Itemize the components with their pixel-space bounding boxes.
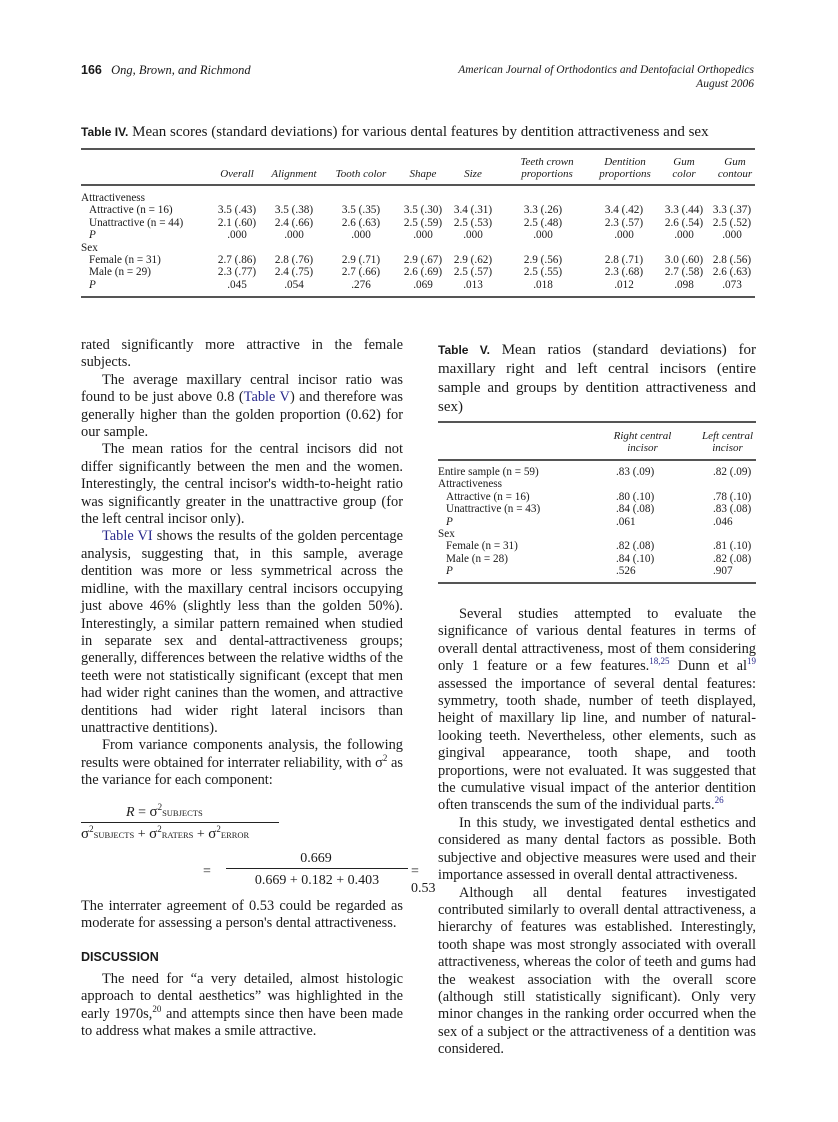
cell: 2.9 (.62)	[453, 254, 493, 267]
equation-result: = 0.53	[411, 863, 436, 896]
running-header-right	[458, 63, 754, 91]
cell: .907	[713, 565, 733, 578]
table-row	[438, 466, 756, 478]
cell: .013	[463, 278, 483, 291]
paragraph: The average maxillary central incisor ratio was found to be just above 0.8 (Table V) and therefore was generally higher than the golden proportion (0.62) for our sample.	[81, 371, 403, 441]
table-v-caption-text: Mean ratios (standard deviations) for maxillary right and left central incisors (entire sample and groups by dentition attractiveness and sex)	[438, 342, 757, 415]
cell: .81 (.10)	[713, 540, 752, 553]
cell: 3.5 (.43)	[217, 204, 257, 217]
cell: 2.6 (.54)	[664, 216, 704, 229]
table-row	[81, 204, 755, 216]
table-row	[438, 516, 756, 528]
cell: 2.7 (.58)	[664, 266, 704, 279]
cell: 3.3 (.26)	[523, 204, 563, 217]
cell: 2.6 (.63)	[712, 266, 752, 279]
cell: 2.7 (.86)	[217, 254, 257, 267]
column-header: Shape	[409, 168, 437, 180]
cell: 3.0 (.60)	[664, 254, 704, 267]
cell: .046	[713, 515, 733, 528]
table-v-grid	[438, 423, 756, 582]
cell: 2.9 (.67)	[403, 254, 443, 267]
table-v-header-row	[438, 423, 756, 459]
row-label: Male (n = 29)	[89, 266, 151, 279]
column-header: Dentition proportions	[599, 156, 651, 180]
cell: .000	[614, 229, 634, 242]
cell: 2.8 (.56)	[712, 254, 752, 267]
row-label: Female (n = 31)	[89, 254, 161, 267]
table-v-link[interactable]: Table V	[243, 389, 290, 406]
cell: 2.5 (.53)	[453, 216, 493, 229]
table-v-caption	[438, 341, 756, 417]
numeric-numerator: 0.669	[300, 850, 332, 866]
cell: 2.5 (.48)	[523, 216, 563, 229]
cell: 3.5 (.30)	[403, 204, 443, 217]
citation-link[interactable]: 18,25	[649, 656, 670, 667]
table-group-row	[81, 242, 755, 254]
table-v	[438, 341, 756, 584]
cell: 3.5 (.38)	[274, 204, 314, 217]
cell: .84 (.10)	[616, 552, 655, 565]
fraction-bar	[81, 822, 279, 823]
cell: .000	[351, 229, 371, 242]
table-row	[438, 565, 756, 577]
page-number: 166	[81, 63, 102, 77]
cell: .82 (.08)	[616, 540, 655, 553]
issue-date: August 2006	[696, 78, 754, 90]
citation-link[interactable]: 26	[714, 795, 724, 806]
cell: .000	[533, 229, 553, 242]
column-header: Overall	[220, 168, 254, 180]
cell: 2.8 (.76)	[274, 254, 314, 267]
table-row	[438, 503, 756, 515]
cell: .526	[616, 565, 636, 578]
paragraph: Several studies attempted to evaluate the significance of various dental features in terms of overall dental attractiveness, most of them considering only 1 feature or a few features.$^{18,25}$ Dunn et $al^{19}$ assessed the importance of several dental features: symmetry, tooth shade, number of teeth displayed, height of maxillary lip line, and number of natural-looking teeth. Nevertheless, other elements, such as gingival appearance, tooth shape, and tooth proportions, were not evaluated. It was suggested that the cumulative visual impact of the anterior dentition often transcends the sum of the individual parts.$^{26}$	[438, 606, 756, 814]
cell: .82 (.08)	[713, 552, 752, 565]
paragraph: From variance components analysis, the following results were obtained for interrater reliability, with $\sigma^2$ as the variance for each component:	[81, 737, 403, 789]
cell: .000	[722, 229, 742, 242]
paragraph: Although all dental features investigated contributed similarly to overall dental attractiveness, a hierarchy of features was established. Interestingly, tooth shape was most strongly associated with overall attractiveness, whereas the color of teeth and gums had the weakest association with the overall score (although still statistically significant). Only very minor changes in the ranking order occurred when the sex of a subject or the attractiveness of a dentition was considered.	[438, 884, 756, 1058]
column-header: Gum contour	[717, 156, 753, 180]
cell: 2.1 (.60)	[217, 216, 257, 229]
table-iv-caption	[81, 123, 755, 142]
cell: .045	[227, 278, 247, 291]
group-label: Attractiveness	[438, 478, 502, 491]
cell: .000	[463, 229, 483, 242]
paragraph: rated significantly more attractive in the female subjects.	[81, 337, 403, 371]
table-rule-bottom	[438, 582, 756, 584]
section-heading-discussion: DISCUSSION	[81, 950, 159, 965]
table-iv-label: Table IV.	[81, 125, 129, 139]
cell: 2.8 (.71)	[604, 254, 644, 267]
table-iv-grid	[81, 150, 755, 296]
cell: 2.7 (.66)	[341, 266, 381, 279]
column-header	[81, 150, 211, 184]
table-row	[81, 254, 755, 266]
column-header: Gum color	[672, 156, 696, 180]
cell: 2.5 (.57)	[453, 266, 493, 279]
row-label: Unattractive (n = 43)	[446, 503, 541, 516]
left-column	[81, 337, 436, 1040]
paragraph: In this study, we investigated dental esthetics and considered as many dental factors as possible. Both subjective and objective measures were used and their importance assessed in overall dental attractiveness.	[438, 814, 756, 884]
row-label: P	[89, 278, 96, 291]
table-iv-caption-text: Mean scores (standard deviations) for various dental features by dentition attractiveness and sex	[132, 124, 709, 140]
group-label: Attractiveness	[81, 192, 145, 204]
table-row	[81, 279, 755, 291]
citation-link[interactable]: 19	[747, 656, 756, 667]
table-rule-bottom	[81, 296, 755, 298]
cell: .073	[722, 278, 742, 291]
table-vi-link[interactable]: Table VI	[102, 528, 153, 545]
right-column	[438, 606, 756, 1059]
cell: .84 (.08)	[616, 503, 655, 516]
column-header: Alignment	[271, 168, 317, 180]
table-group-row	[81, 192, 755, 204]
table-row	[81, 217, 755, 229]
cell: .82 (.09)	[713, 466, 752, 478]
cell: 2.6 (.69)	[403, 266, 443, 279]
cell: .012	[614, 278, 634, 291]
cell: 3.3 (.44)	[664, 204, 704, 217]
row-label: Female (n = 31)	[446, 540, 518, 553]
row-label: Entire sample (n = 59)	[438, 466, 539, 478]
column-header: Teeth crown proportions	[520, 156, 574, 180]
cell: .000	[674, 229, 694, 242]
column-header: Size	[464, 168, 482, 180]
row-label: P	[446, 515, 453, 528]
running-authors: Ong, Brown, and Richmond	[111, 63, 251, 77]
cell: .098	[674, 278, 694, 291]
cell: 2.3 (.57)	[604, 216, 644, 229]
cell: .276	[351, 278, 371, 291]
cell: 2.3 (.77)	[217, 266, 257, 279]
table-row	[438, 540, 756, 552]
row-label: Attractive (n = 16)	[446, 490, 530, 503]
cell: 3.4 (.31)	[453, 204, 493, 217]
cell: .83 (.08)	[713, 503, 752, 516]
cell: 3.4 (.42)	[604, 204, 644, 217]
cell: 2.9 (.71)	[341, 254, 381, 267]
journal-title: American Journal of Orthodontics and Dentofacial Orthopedics	[458, 64, 754, 76]
column-header: Right central incisor	[613, 430, 672, 454]
table-row	[438, 491, 756, 503]
equals-sign: =	[203, 863, 211, 879]
equation-denominator: $\sigma^2SUBJECTS$ + $\sigma^2RATERS$ + $\sigma^2ERROR$	[81, 823, 250, 842]
table-row	[81, 229, 755, 241]
cell: 3.3 (.37)	[712, 204, 752, 217]
cell: 2.5 (.55)	[523, 266, 563, 279]
equation-numerator: $R = \sigma^2SUBJECTS$	[126, 801, 203, 820]
row-label: Unattractive (n = 44)	[89, 216, 184, 229]
cell: 2.3 (.68)	[604, 266, 644, 279]
cell: .054	[284, 278, 304, 291]
cell: .061	[616, 515, 636, 528]
cell: 2.6 (.63)	[341, 216, 381, 229]
cell: .000	[413, 229, 433, 242]
row-label: Male (n = 28)	[446, 552, 508, 565]
row-label: P	[89, 229, 96, 242]
table-iv-header-row	[81, 150, 755, 184]
column-header	[438, 423, 588, 459]
cell: .069	[413, 278, 433, 291]
cell: .83 (.09)	[616, 466, 655, 478]
cell: 2.5 (.59)	[403, 216, 443, 229]
table-iv	[81, 123, 755, 298]
cell: 2.5 (.52)	[712, 216, 752, 229]
paragraph: The mean ratios for the central incisors did not differ significantly between the men and the women. Interestingly, the central incisor's width-to-height ratio was significantly greater in the unattractive group (for the left central incisor only).	[81, 441, 403, 528]
running-header-left	[81, 62, 251, 78]
row-label: P	[446, 565, 453, 578]
row-label: Attractive (n = 16)	[89, 204, 173, 217]
cell: .018	[533, 278, 553, 291]
table-row	[438, 553, 756, 565]
cell: 2.9 (.56)	[523, 254, 563, 267]
table-v-label: Table V.	[438, 343, 490, 357]
table-row	[81, 266, 755, 278]
column-header: Left central incisor	[701, 430, 754, 454]
group-label: Sex	[81, 241, 98, 254]
fraction-bar	[226, 868, 408, 869]
paragraph: The interrater agreement of 0.53 could be regarded as moderate for assessing a person's dental attractiveness.	[81, 897, 403, 931]
column-header: Tooth color	[335, 168, 387, 180]
cell: 2.4 (.75)	[274, 266, 314, 279]
table-group-row	[438, 528, 756, 540]
cell: 3.5 (.35)	[341, 204, 381, 217]
numeric-denominator: 0.669 + 0.182 + 0.403	[254, 872, 380, 888]
cell: .000	[284, 229, 304, 242]
group-label: Sex	[438, 528, 455, 541]
table-group-row	[438, 478, 756, 490]
reliability-equation	[81, 798, 436, 898]
cell: .80 (.10)	[616, 490, 655, 503]
paragraph: Table VI shows the results of the golden percentage analysis, suggesting that, in this sample, average dentition was more or less symmetrical across the midline, with the maxillary central incisors occupying just above 46% (slightly less than the golden 50%). Interestingly, a similar pattern remained when studied in separate sex and dental-attractiveness groups; generally, differences between the relative widths of the teeth were not statistically significant (except that men had wider right canines than the women, and attractive dentitions had wider right lateral incisors than unattractive dentitions).	[81, 528, 403, 736]
cell: 2.4 (.66)	[274, 216, 314, 229]
cell: .000	[227, 229, 247, 242]
cell: .78 (.10)	[713, 490, 752, 503]
paragraph: The need for “a very detailed, almost histologic approach to dental aesthetics” was highlighted in the early 1970s,$^{20}$ and attempts since then have been made to address what makes a smile attractive.	[81, 970, 403, 1039]
